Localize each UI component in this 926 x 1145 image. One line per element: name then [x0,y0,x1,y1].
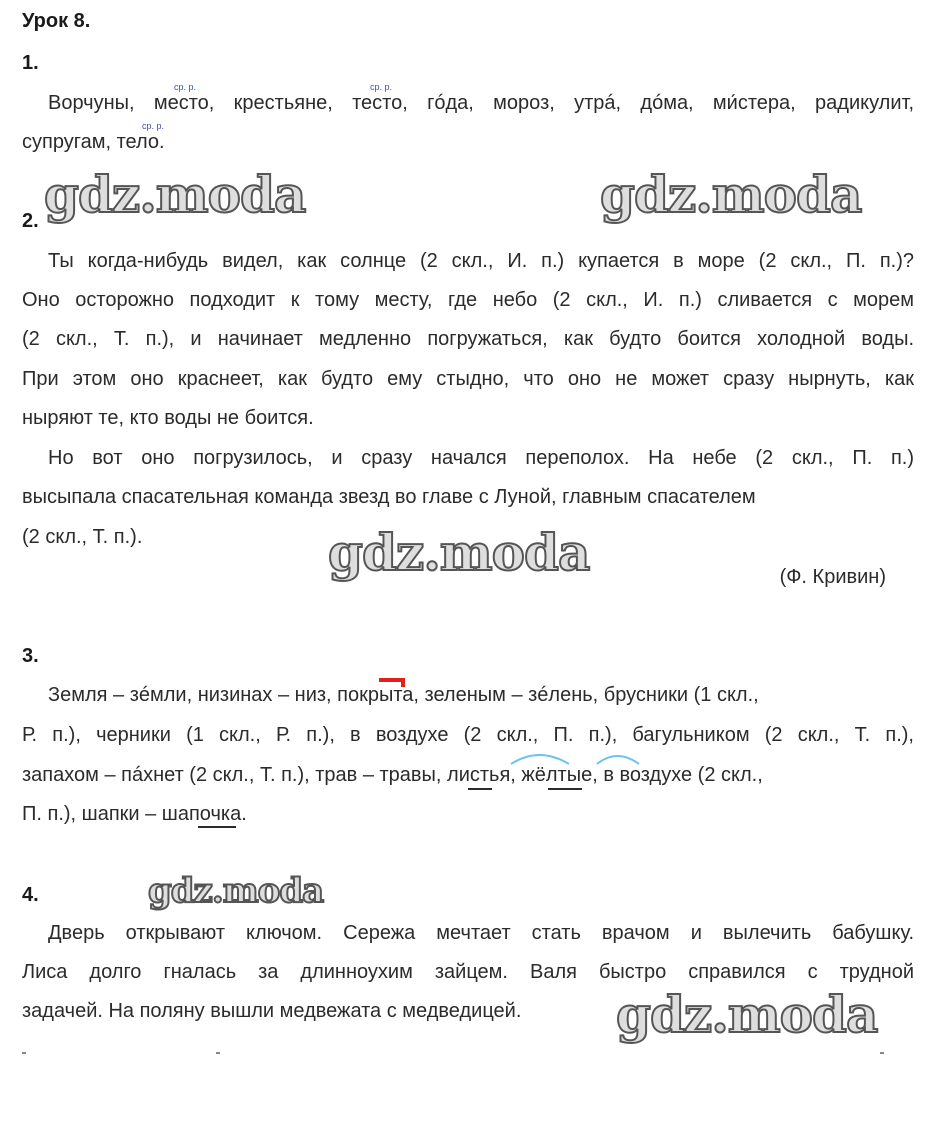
task-1-line: супругам, тело. [22,131,165,153]
task-1-number: 1. [22,52,39,74]
task-3-line: Р. п.), черники (1 скл., Р. п.), в воздухе (2 скл., П. п.), багульником (2 скл., Т. п.), [22,724,914,746]
task-3-line: Земля – зéмли, низинах – низ, покрыта, зеленым – зéлень, брусники (1 скл., [48,684,759,706]
watermark: gdz.moda [44,165,306,224]
watermark: gdz.moda [328,523,590,582]
task-2-line: Оно осторожно подходит к тому месту, где небо (2 скл., И. п.) сливается с морем [22,289,914,311]
lesson-title: Урок 8. [22,10,91,32]
task-4-line: Дверь открывают ключом. Сережа мечтает стать врачом и вылечить бабушку. [48,922,914,944]
task-2-line: При этом оно краснеет, как будто ему стыдно, что оно не может сразу нырнуть, как [22,368,914,390]
scan-speck [880,1052,884,1054]
task-4-line: Лиса долго гналась за длинноухим зайцем. Валя быстро справился с трудной [22,961,914,983]
task-3-number: 3. [22,645,39,667]
task-2-line: Ты когда-нибудь видел, как солнце (2 скл., И. п.) купается в море (2 скл., П. п.)? [48,250,914,272]
task-2-line: (2 скл., Т. п.), и начинает медленно погружаться, как будто боится холодной воды. [22,328,914,350]
ending-underlines [460,786,590,792]
scan-speck [216,1052,220,1054]
watermark: gdz.moda [600,165,862,224]
task-3-line: запахом – пáхнет (2 скл., Т. п.), трав – травы, листья, жёлтые, в воздухе (2 скл., [22,764,763,786]
task-1-line: Ворчуны, место, крестьяне, тесто, гóда, мороз, утрá, дóма, ми́стера, радикулит, [48,92,914,114]
watermark: gdz.moda [148,871,324,911]
task-2-line: ныряют те, кто воды не боится. [22,407,314,429]
gender-mark: ср. р. [174,82,197,92]
task-3-line: П. п.), шапки – шапочка. [22,803,247,825]
suffix-underline [180,824,250,830]
gender-mark: ср. р. [370,82,393,92]
task-4-line: задачей. На поляну вышли медвежата с медведицей. [22,1000,522,1022]
task-2-line: (2 скл., Т. п.). [22,526,143,548]
watermark: gdz.moda [616,985,878,1044]
task-2-line: Но вот оно погрузилось, и сразу начался переполох. На небе (2 скл., П. п.) [48,447,914,469]
task-2-author: (Ф. Кривин) [779,566,886,588]
scan-speck [22,1052,26,1054]
task-4-number: 4. [22,884,39,906]
gender-mark: ср. р. [142,121,165,131]
task-2-number: 2. [22,210,39,232]
task-2-line: высыпала спасательная команда звезд во главе с Луной, главным спасателем [22,486,756,508]
